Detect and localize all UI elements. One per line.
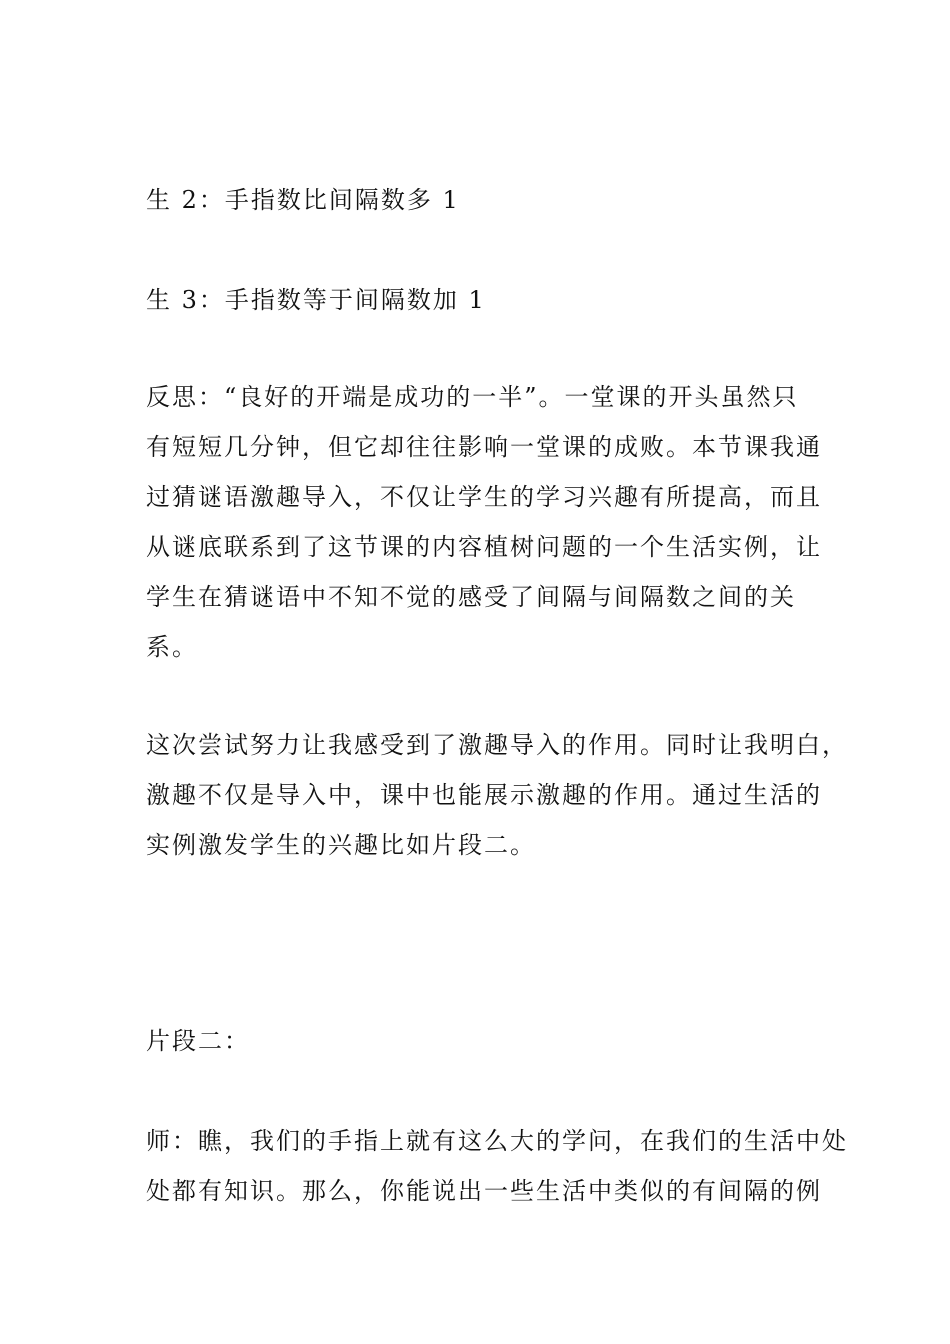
teacher-paragraph: [146, 1116, 848, 1216]
text-line: 生 3：手指数等于间隔数加 1: [146, 286, 486, 314]
text-line: 系。: [146, 633, 198, 661]
attempt-paragraph: [146, 720, 848, 870]
text-line: 处都有知识。那么，你能说出一些生活中类似的有间隔的例: [146, 1177, 822, 1205]
text-line: 师：瞧，我们的手指上就有这么大的学问，在我们的生活中处: [146, 1127, 848, 1155]
text-line: 有短短几分钟，但它却往往影响一堂课的成败。本节课我通: [146, 433, 822, 461]
text-line: 片段二：: [146, 1027, 250, 1055]
text-line: 反思：“良好的开端是成功的一半”。一堂课的开头虽然只: [146, 383, 799, 411]
student-3-answer: [146, 275, 816, 325]
text-line: 激趣不仅是导入中，课中也能展示激趣的作用。通过生活的: [146, 781, 822, 809]
text-line: 这次尝试努力让我感受到了激趣导入的作用。同时让我明白，: [146, 731, 848, 759]
text-line: 实例激发学生的兴趣比如片段二。: [146, 831, 536, 859]
text-line: 学生在猜谜语中不知不觉的感受了间隔与间隔数之间的关: [146, 583, 796, 611]
reflection-paragraph: [146, 372, 822, 672]
text-line: 过猜谜语激趣导入，不仅让学生的学习兴趣有所提高，而且: [146, 483, 822, 511]
text-line: 从谜底联系到了这节课的内容植树问题的一个生活实例，让: [146, 533, 822, 561]
student-2-answer: [146, 175, 816, 225]
section-heading: [146, 1016, 816, 1066]
text-line: 生 2：手指数比间隔数多 1: [146, 186, 460, 214]
